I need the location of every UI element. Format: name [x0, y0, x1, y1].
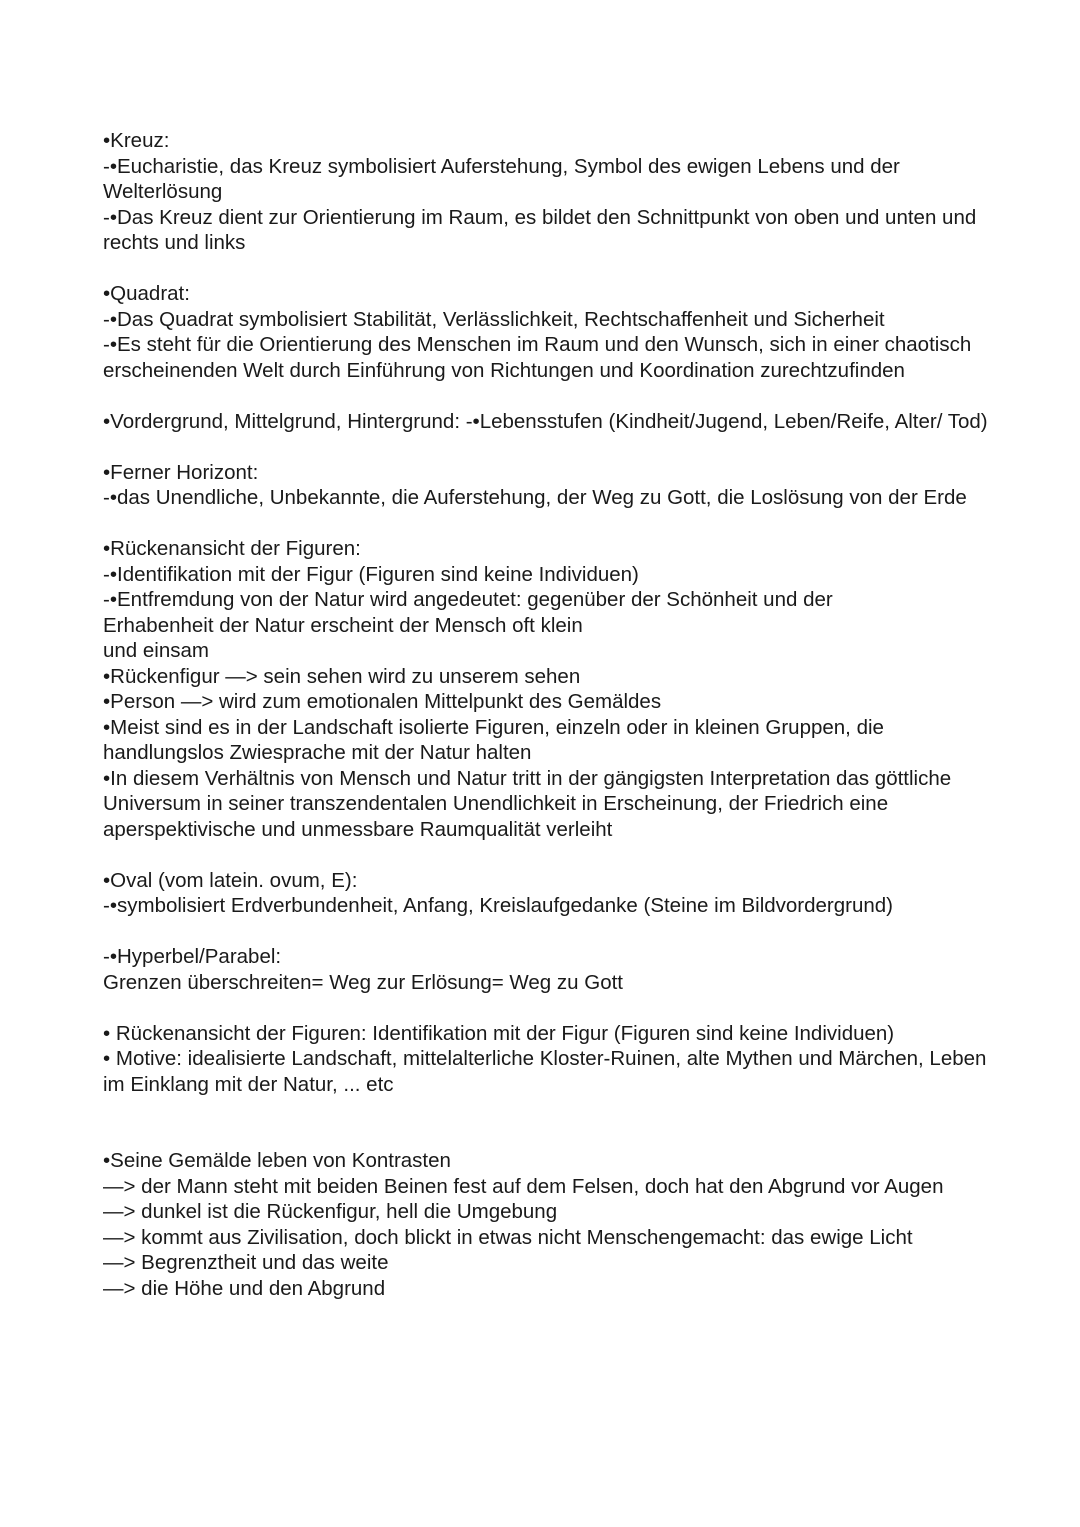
quadrat-line-1: -•Das Quadrat symbolisiert Stabilität, Verlässlichkeit, Rechtschaffenheit und Sicherheit [103, 307, 885, 331]
quadrat-heading: •Quadrat: [103, 282, 190, 305]
kreuz-line-1: -•Eucharistie, das Kreuz symbolisiert Auferstehung, Symbol des ewigen Lebens und der Welterlösung [103, 154, 906, 203]
rueckenansicht-line-6: •Meist sind es in der Landschaft isolierte Figuren, einzeln oder in kleinen Gruppen, die handlungslos Zwiesprache mit der Natur halten [103, 715, 890, 764]
oval-heading: •Oval (vom latein. ovum, E): [103, 868, 358, 892]
rueckenansicht-line-3: und einsam [103, 639, 209, 662]
spacer [103, 995, 1003, 1021]
spacer [103, 511, 1003, 537]
kontraste-line-3: —> kommt aus Zivilisation, doch blickt in etwas nicht Menschengemacht: das ewige Licht [103, 1225, 913, 1249]
vordergrund-line: •Vordergrund, Mittelgrund, Hintergrund: -•Lebensstufen (Kindheit/Jugend, Leben/Reife, Alter/ Tod) [103, 409, 988, 433]
motive-line-2: • Motive: idealisierte Landschaft, mittelalterliche Kloster-Ruinen, alte Mythen und Märchen, Leben im Einklang mit der Natur, ... etc [103, 1047, 993, 1096]
hyperbel-heading: -•Hyperbel/Parabel: [103, 945, 282, 968]
kontraste-line-2: —> dunkel ist die Rückenfigur, hell die Umgebung [103, 1200, 558, 1223]
rueckenansicht-line-5: •Person —> wird zum emotionalen Mittelpunkt des Gemäldes [103, 690, 662, 713]
rueckenansicht-line-7: •In diesem Verhältnis von Mensch und Natur tritt in der gängigsten Interpretation das göttliche Universum in seiner transzendentalen Unendlichkeit in Erscheinung, der Friedrich eine aperspektivische und unmessbare Raumqualität verleiht [103, 766, 957, 841]
quadrat-line-2: -•Es steht für die Orientierung des Menschen im Raum und den Wunsch, sich in einer chaotisch erscheinenden Welt durch Einführung von Richtungen und Koordination zurechtzufinden [103, 333, 977, 382]
spacer [103, 434, 1003, 460]
rueckenansicht-line-1: -•Identifikation mit der Figur (Figuren sind keine Individuen) [103, 562, 639, 586]
spacer [103, 383, 1003, 409]
hyperbel-line-1: Grenzen überschreiten= Weg zur Erlösung= Weg zu Gott [103, 970, 623, 994]
kontraste-line-5: —> die Höhe und den Abgrund [103, 1276, 386, 1300]
spacer [103, 1097, 1003, 1148]
spacer [103, 842, 1003, 868]
kreuz-heading: •Kreuz: [103, 129, 170, 152]
horizont-heading: •Ferner Horizont: [103, 460, 259, 484]
motive-line-1: • Rückenansicht der Figuren: Identifikation mit der Figur (Figuren sind keine Individuen) [103, 1021, 895, 1045]
rueckenansicht-line-2: -•Entfremdung von der Natur wird angedeutet: gegenüber der Schönheit und der Erhabenheit der Natur erscheint der Mensch oft klein [103, 588, 839, 637]
rueckenansicht-heading: •Rückenansicht der Figuren: [103, 537, 361, 560]
kreuz-line-2: -•Das Kreuz dient zur Orientierung im Raum, es bildet den Schnittpunkt von oben und unten und rechts und links [103, 205, 982, 254]
spacer [103, 256, 1003, 282]
rueckenansicht-line-4: •Rückenfigur —> sein sehen wird zu unserem sehen [103, 664, 581, 688]
oval-line-1: -•symbolisiert Erdverbundenheit, Anfang, Kreislaufgedanke (Steine im Bildvordergrund) [103, 894, 894, 917]
kontraste-line-4: —> Begrenztheit und das weite [103, 1251, 389, 1274]
spacer [103, 919, 1003, 945]
kontraste-line-1: —> der Mann steht mit beiden Beinen fest auf dem Felsen, doch hat den Abgrund vor Augen [103, 1174, 944, 1198]
kontraste-heading: •Seine Gemälde leben von Kontrasten [103, 1149, 451, 1172]
horizont-line-1: -•das Unendliche, Unbekannte, die Auferstehung, der Weg zu Gott, die Loslösung von der Erde [103, 486, 967, 509]
document-body [103, 128, 1003, 1301]
